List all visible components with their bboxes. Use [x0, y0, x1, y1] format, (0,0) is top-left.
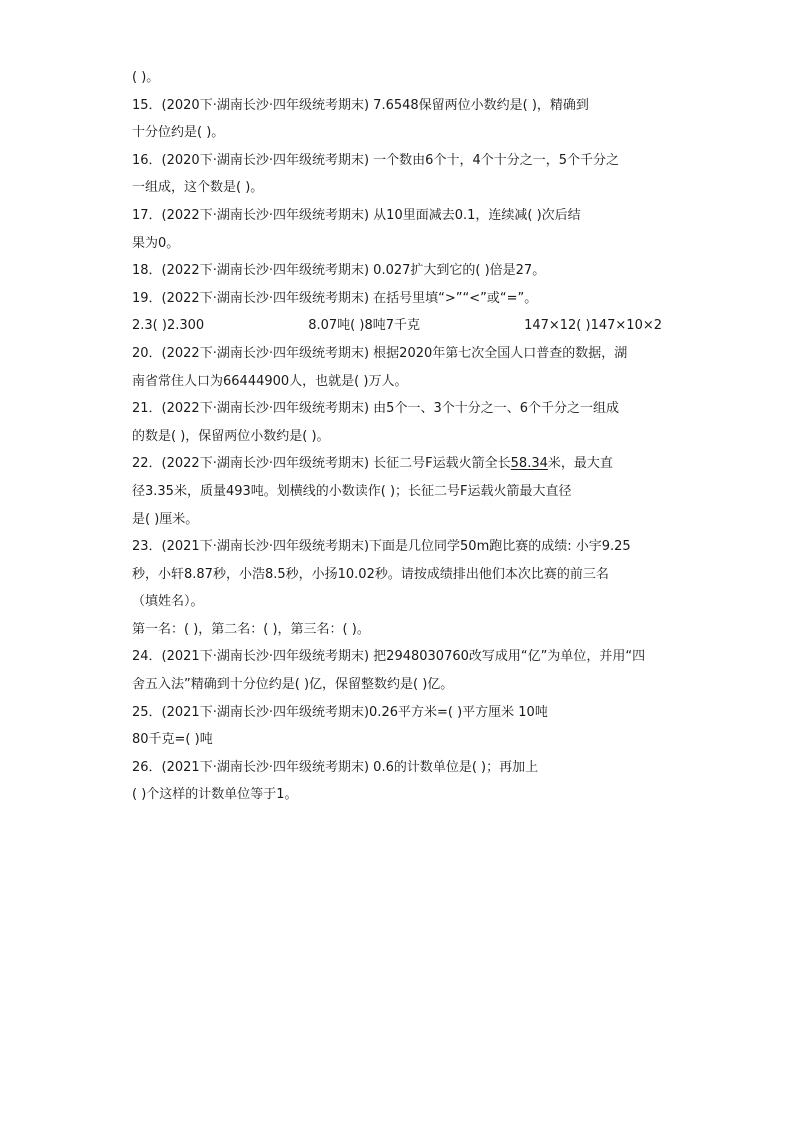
question-23-line-3: （填姓名）。 — [132, 594, 204, 610]
question-23-line-4: 第一名：( )，第二名：( )，第三名：( )。 — [132, 621, 370, 637]
question-23-line-1: 23．(2021下·湖南长沙·四年级统考期末)下面是几位同学50m跑比赛的成绩: 小宇9.25 — [132, 539, 631, 555]
question-25-line-1: 25．(2021下·湖南长沙·四年级统考期末)0.26平方米=( )平方厘米 10吨 — [132, 704, 548, 720]
underlined-decimal: 58.34 — [510, 456, 548, 472]
question-22-line-3: 是( )厘米。 — [132, 511, 199, 527]
question-15-line-2: 十分位约是( )。 — [132, 125, 225, 141]
question-17-line-2: 果为0。 — [132, 235, 180, 251]
question-21-line-2: 的数是( )，保留两位小数约是( )。 — [132, 428, 330, 444]
question-24-line-2: 舍五入法”精确到十分位约是( )亿，保留整数约是( )亿。 — [132, 677, 454, 693]
question-16-line-2: 一组成，这个数是( )。 — [132, 180, 264, 196]
text-line: ( )。 — [132, 70, 160, 85]
question-26-line-2: ( )个这样的计数单位等于1。 — [132, 787, 298, 803]
question-22-text-pre: 22．(2022下·湖南长沙·四年级统考期末) 长征二号F运载火箭全长 — [132, 456, 511, 472]
comparison-item-1: 2.3( )2.300 — [132, 318, 205, 334]
question-20-line-1: 20．(2022下·湖南长沙·四年级统考期末) 根据2020年第七次全国人口普查的数据，湖 — [132, 345, 628, 361]
question-24-line-1: 24．(2021下·湖南长沙·四年级统考期末) 把2948030760改写成用“亿”为单位，并用“四 — [132, 649, 646, 665]
question-19-line-1: 19．(2022下·湖南长沙·四年级统考期末) 在括号里填“>”“<”或“=”。 — [132, 290, 538, 306]
comparison-item-2: 8.07吨( )8吨7千克 — [308, 318, 420, 334]
question-22-line-1 — [132, 450, 662, 478]
question-21-line-1: 21．(2022下·湖南长沙·四年级统考期末) 由5个一、3个十分之一、6个千分之一组成 — [132, 401, 619, 417]
question-15-line-1: 15．(2020下·湖南长沙·四年级统考期末) 7.6548保留两位小数约是( )，精确到 — [132, 97, 589, 113]
question-22-line-2: 径3.35米，质量493吨。划横线的小数读作( )；长征二号F运载火箭最大直径 — [132, 483, 572, 499]
question-22-text-post: 米，最大直 — [547, 456, 613, 472]
question-19-items — [132, 312, 662, 340]
comparison-item-3: 147×12( )147×10×2 — [524, 318, 662, 334]
question-25-line-2: 80千克=( )吨 — [132, 732, 213, 748]
question-18-line-1: 18．(2022下·湖南长沙·四年级统考期末) 0.027扩大到它的( )倍是27。 — [132, 263, 546, 279]
question-list — [132, 64, 662, 809]
question-26-line-1: 26．(2021下·湖南长沙·四年级统考期末) 0.6的计数单位是( )；再加上 — [132, 759, 539, 775]
question-17-line-1: 17．(2022下·湖南长沙·四年级统考期末) 从10里面减去0.1，连续减( )次后结 — [132, 207, 581, 223]
question-23-line-2: 秒，小轩8.87秒，小浩8.5秒，小扬10.02秒。请按成绩排出他们本次比赛的前三名 — [132, 566, 609, 582]
question-20-line-2: 南省常住人口为66444900人，也就是( )万人。 — [132, 373, 408, 389]
question-16-line-1: 16．(2020下·湖南长沙·四年级统考期末) 一个数由6个十，4个十分之一，5个千分之 — [132, 152, 619, 168]
